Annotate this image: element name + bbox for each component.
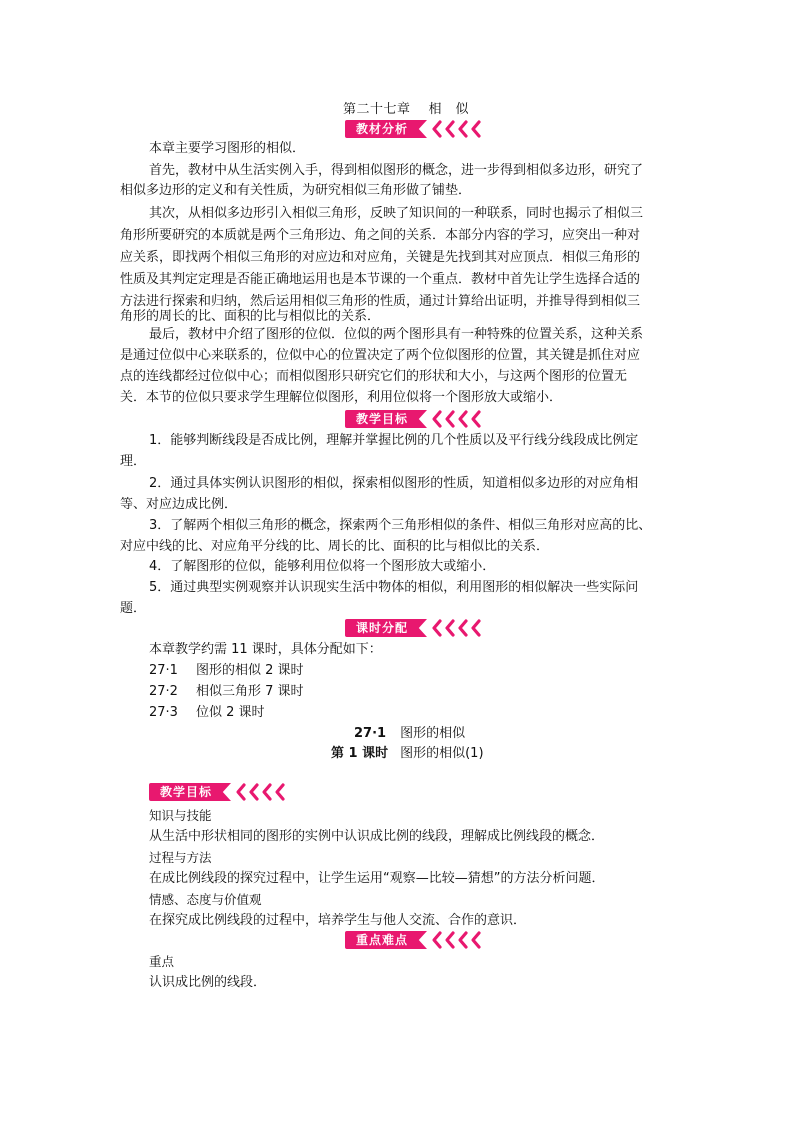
- lesson-goal-text: 从生活中形状相同的图形的实例中认识成比例的线段，理解成比例线段的概念．: [149, 829, 605, 844]
- analysis-p3-line3: 应关系，即找两个相似三角形的对应边和对应角，关键是先找到其对应顶点．相似三角形的: [120, 250, 641, 265]
- banner-hour-allocation: [345, 619, 485, 637]
- section-heading: [354, 722, 465, 741]
- banner-key-difficult-points: [345, 931, 485, 949]
- banner-lesson-goals: [149, 783, 289, 801]
- lesson-goal-heading: 知识与技能: [149, 808, 212, 823]
- analysis-p1: 本章主要学习图形的相似．: [149, 141, 306, 156]
- keypoint-heading: 重点: [149, 954, 175, 969]
- keypoint-text: 认识成比例的线段．: [149, 975, 267, 990]
- hours-item: [149, 703, 265, 722]
- lesson-heading: [331, 744, 484, 763]
- banner-label: 教学目标: [355, 412, 408, 426]
- goal-1-line1: 1．能够判断线段是否成比例，理解并掌握比例的几个性质以及平行线分线段成比例定: [149, 433, 639, 448]
- goal-2-line1: 2．通过具体实例认识图形的相似，探索相似图形的性质，知道相似多边形的对应角相: [149, 476, 639, 491]
- chevrons-icon: [235, 781, 287, 803]
- analysis-p3-line2: 角形所要研究的本质就是两个三角形边、角之间的关系．本部分内容的学习，应突出一种对: [120, 228, 641, 243]
- banner-label: 教学目标: [159, 785, 212, 799]
- analysis-p3-line6: 角形的周长的比、面积的比与相似比的关系．: [120, 309, 381, 324]
- analysis-p4-line1: 最后，教材中介绍了图形的位似．位似的两个图形具有一种特殊的位置关系，这种关系: [149, 327, 644, 342]
- hours-item-number: 27·3: [149, 705, 178, 720]
- analysis-p2-line2: 相似多边形的定义和有关性质，为研究相似三角形做了铺垫．: [120, 183, 472, 198]
- goal-1-line2: 理．: [120, 454, 147, 469]
- analysis-p4-line4: 关．本节的位似只要求学生理解位似图形，利用位似将一个图形放大或缩小．: [120, 390, 563, 405]
- chapter-title: [343, 98, 469, 117]
- goal-5-line2: 题．: [120, 601, 147, 616]
- goal-5-line1: 5．通过典型实例观察并认识现实生活中物体的相似，利用图形的相似解决一些实际问: [149, 580, 639, 595]
- analysis-p3-line4: 性质及其判定定理是否能正确地运用也是本节课的一个重点．教材中首先让学生选择合适的: [120, 272, 641, 287]
- chevrons-icon: [431, 408, 483, 430]
- banner-textbook-analysis: [345, 120, 485, 138]
- hours-intro: 本章教学约需 11 课时，具体分配如下：: [149, 642, 382, 657]
- hours-item-text: 位似 2 课时: [195, 705, 265, 720]
- hours-item-text: 相似三角形 7 课时: [195, 684, 304, 699]
- banner-label: 教材分析: [355, 122, 408, 136]
- lesson-goal-text: 在成比例线段的探究过程中，让学生运用“观察—比较—猜想”的方法分析问题．: [149, 871, 605, 886]
- lesson-goal-heading: 情感、态度与价值观: [149, 892, 262, 907]
- section-number: 27·1: [354, 726, 387, 741]
- section-name: 图形的相似: [400, 726, 466, 741]
- chevrons-icon: [431, 929, 483, 951]
- analysis-p2-line1: 首先，教材中从生活实例入手，得到相似图形的概念，进一步得到相似多边形，研究了: [149, 163, 644, 178]
- analysis-p4-line3: 点的连线都经过位似中心；而相似图形只研究它们的形状和大小，与这两个图形的位置无: [120, 369, 628, 384]
- goal-4: 4．了解图形的位似，能够利用位似将一个图形放大或缩小．: [149, 559, 496, 574]
- hours-item-number: 27·1: [149, 663, 178, 678]
- lesson-number: 第 1 课时: [331, 746, 389, 761]
- chevrons-icon: [431, 617, 483, 639]
- lesson-name: 图形的相似(1): [400, 746, 484, 761]
- banner-teaching-goals: [345, 410, 485, 428]
- hours-item: [149, 661, 304, 680]
- goal-3-line1: 3．了解两个相似三角形的概念，探索两个三角形相似的条件、相似三角形对应高的比、: [149, 518, 652, 533]
- goal-3-line2: 对应中线的比、对应角平分线的比、周长的比、面积的比与相似比的关系．: [120, 539, 550, 554]
- chevrons-icon: [431, 118, 483, 140]
- goal-2-line2: 等、对应边成比例．: [120, 497, 238, 512]
- hours-item-text: 图形的相似 2 课时: [195, 663, 304, 678]
- banner-label: 重点难点: [355, 933, 408, 947]
- hours-item: [149, 682, 304, 701]
- analysis-p4-line2: 是通过位似中心来联系的，位似中心的位置决定了两个位似图形的位置，其关键是抓住对应: [120, 348, 641, 363]
- analysis-p3-line5: 方法进行探索和归纳，然后运用相似三角形的性质，通过计算给出证明，并推导得到相似三: [120, 294, 641, 309]
- chapter-number: 第二十七章: [343, 102, 411, 117]
- lesson-goal-heading: 过程与方法: [149, 850, 212, 865]
- hours-item-number: 27·2: [149, 684, 178, 699]
- analysis-p3-line1: 其次，从相似多边形引入相似三角形，反映了知识间的一种联系，同时也揭示了相似三: [149, 206, 644, 221]
- lesson-goal-text: 在探究成比例线段的过程中，培养学生与他人交流、合作的意识．: [149, 913, 527, 928]
- banner-label: 课时分配: [355, 621, 408, 635]
- chapter-name: 相 似: [428, 102, 470, 117]
